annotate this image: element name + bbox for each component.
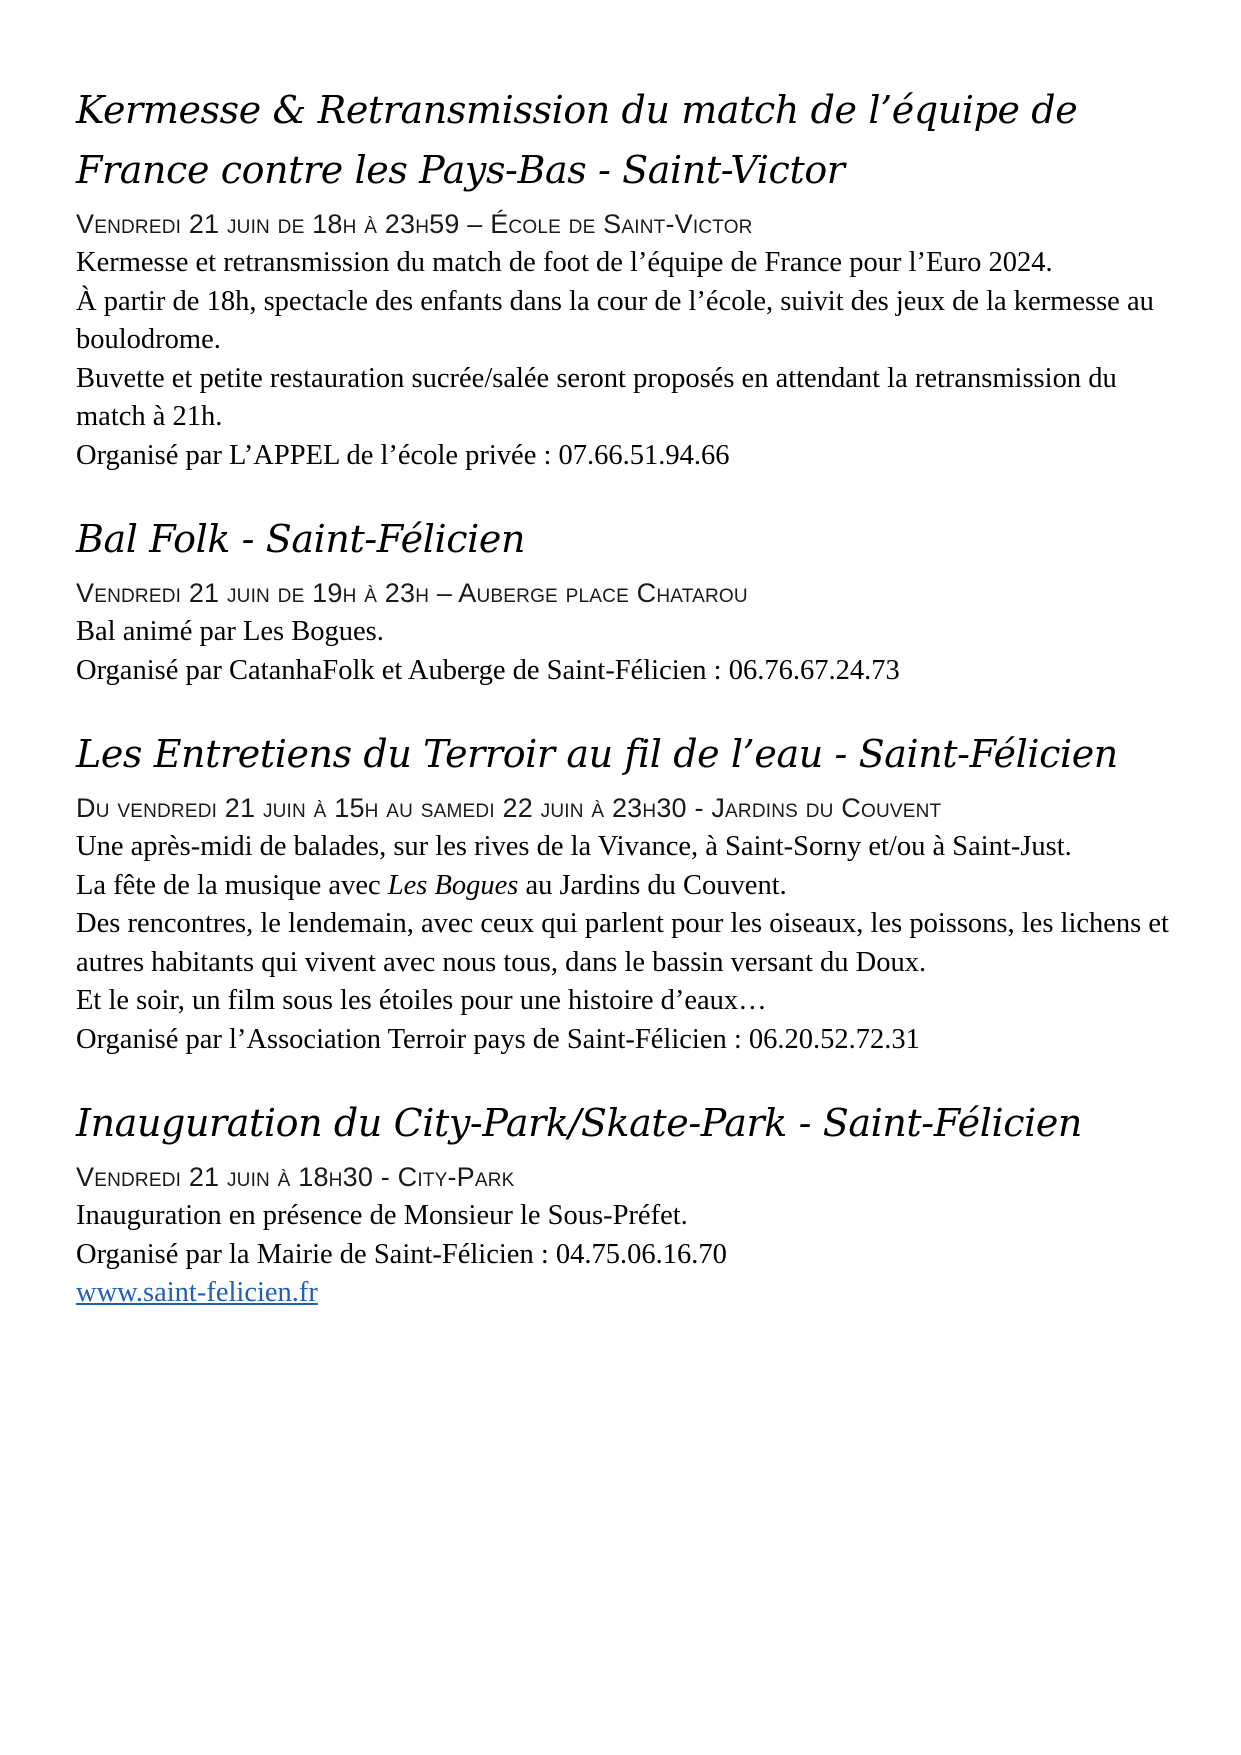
event-organizer: Organisé par la Mairie de Saint-Félicien : 04.75.06.16.70	[76, 1238, 727, 1270]
event-bal-folk	[76, 509, 1186, 690]
text-segment: La fête de la musique avec	[76, 869, 388, 901]
event-paragraph: Buvette et petite restauration sucrée/salée seront proposés en attendant la retransmission du match à 21h.	[76, 362, 1117, 432]
event-date-location: Vendredi 21 juin de 18h à 23h59 – École de Saint-Victor	[76, 209, 753, 239]
event-title: Bal Folk - Saint-Félicien	[76, 517, 526, 561]
event-description	[76, 613, 1186, 690]
event-paragraph: Une après-midi de balades, sur les rives de la Vivance, à Saint-Sorny et/ou à Saint-Just.	[76, 831, 1072, 862]
event-paragraph: Kermesse et retransmission du match de foot de l’équipe de France pour l’Euro 2024.	[76, 247, 1053, 278]
website-link[interactable]: www.saint-felicien.fr	[76, 1277, 318, 1308]
event-date-location: Vendredi 21 juin à 18h30 - City-Park	[76, 1162, 515, 1192]
event-kermesse	[76, 80, 1186, 475]
band-name-italic: Les Bogues	[387, 869, 519, 901]
event-title: Les Entretiens du Terroir au fil de l’eau - Saint-Félicien	[76, 732, 1118, 776]
event-entretiens-terroir	[76, 724, 1186, 1059]
event-paragraph: Inauguration en présence de Monsieur le Sous-Préfet.	[76, 1200, 688, 1231]
event-paragraph: Et le soir, un film sous les étoiles pour une histoire d’eaux…	[76, 985, 767, 1016]
event-description	[76, 1197, 1186, 1313]
event-paragraph: Bal animé par Les Bogues.	[76, 616, 384, 647]
event-organizer: Organisé par CatanhaFolk et Auberge de Saint-Félicien : 06.76.67.24.73	[76, 654, 900, 686]
event-description	[76, 244, 1186, 475]
text-segment: au Jardins du Couvent.	[518, 869, 787, 901]
event-description	[76, 828, 1186, 1059]
event-organizer: Organisé par l’Association Terroir pays de Saint-Félicien : 06.20.52.72.31	[76, 1023, 920, 1055]
event-paragraph: Des rencontres, le lendemain, avec ceux qui parlent pour les oiseaux, les poissons, les lichens et autres habitants qui vivent avec nous tous, dans le bassin versant du Doux.	[76, 908, 1169, 978]
event-paragraph: À partir de 18h, spectacle des enfants dans la cour de l’école, suivit des jeux de la kermesse au boulodrome.	[76, 285, 1154, 355]
event-date-location: Vendredi 21 juin de 19h à 23h – Auberge place Chatarou	[76, 578, 748, 608]
event-paragraph	[76, 867, 1186, 906]
event-inauguration-city-park	[76, 1093, 1186, 1313]
event-title: Inauguration du City-Park/Skate-Park - Saint-Félicien	[76, 1101, 1083, 1145]
document-page	[76, 80, 1186, 1313]
event-title: Kermesse & Retransmission du match de l’équipe de France contre les Pays-Bas - Saint-Victor	[76, 88, 1078, 192]
event-organizer: Organisé par L’APPEL de l’école privée : 07.66.51.94.66	[76, 439, 730, 471]
event-date-location: Du vendredi 21 juin à 15h au samedi 22 juin à 23h30 - Jardins du Couvent	[76, 793, 942, 823]
